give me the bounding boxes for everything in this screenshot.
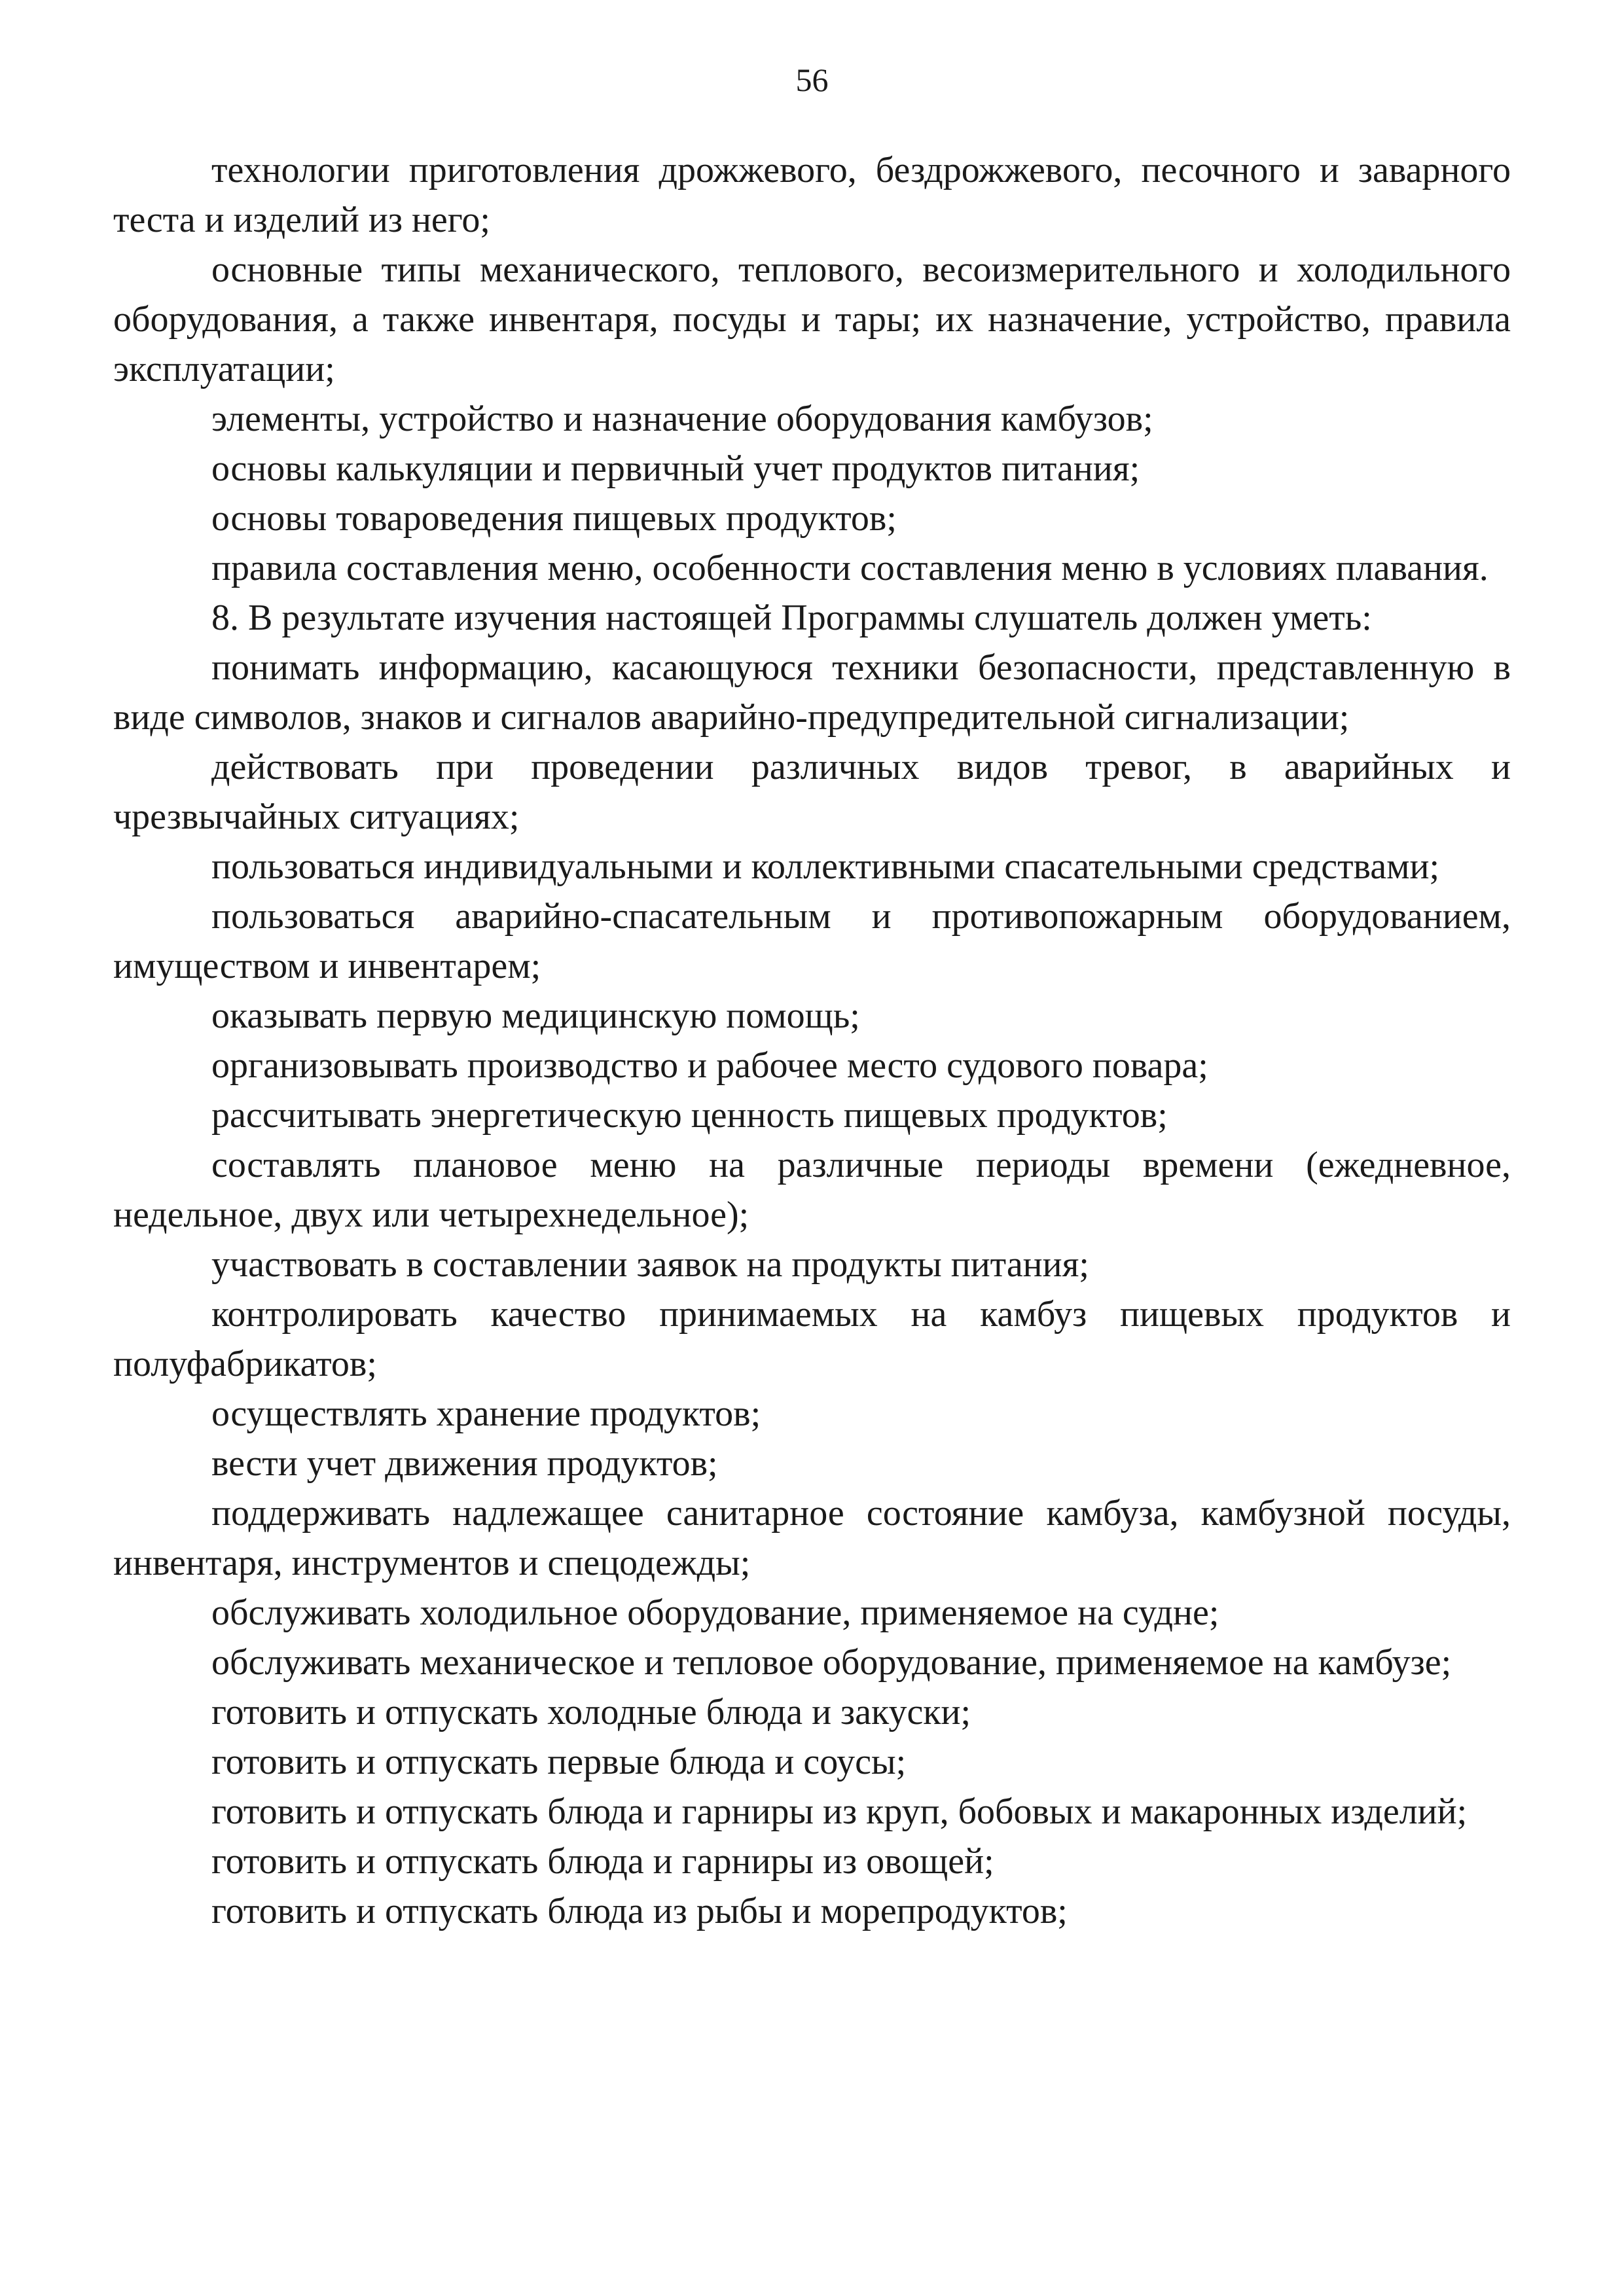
paragraph-firefighting: пользоваться аварийно-спасательным и противопожарным оборудованием, имуществом и инвентарем; [113, 896, 1511, 986]
paragraph-soups-sauces: готовить и отпускать первые блюда и соусы; [211, 1742, 907, 1782]
paragraph-grains-pasta: готовить и отпускать блюда и гарниры из круп, бобовых и макаронных изделий; [211, 1791, 1468, 1832]
paragraph-safety-symbols: понимать информацию, касающуюся техники безопасности, представленную в виде символов, знаков и сигналов аварийно-предупредительной сигнализации; [113, 647, 1511, 738]
paragraph-storage: осуществлять хранение продуктов; [211, 1393, 761, 1434]
paragraph-costing: основы калькуляции и первичный учет продуктов питания; [211, 448, 1140, 489]
paragraph-requests: участвовать в составлении заявок на продукты питания; [211, 1244, 1089, 1285]
paragraph-cold-dishes: готовить и отпускать холодные блюда и закуски; [211, 1692, 971, 1732]
paragraph-quality-control: контролировать качество принимаемых на камбуз пищевых продуктов и полуфабрикатов; [113, 1294, 1511, 1384]
paragraph-vegetables: готовить и отпускать блюда и гарниры из овощей; [211, 1841, 994, 1882]
paragraph-galley-equipment: элементы, устройство и назначение оборудования камбузов; [211, 399, 1153, 439]
paragraph-menu-rules: правила составления меню, особенности составления меню в условиях плавания. [211, 548, 1489, 588]
paragraph-workplace: организовывать производство и рабочее место судового повара; [211, 1045, 1208, 1086]
paragraph-lifesaving: пользоваться индивидуальными и коллективными спасательными средствами; [211, 846, 1440, 887]
paragraph-menu-planning: составлять плановое меню на различные периоды времени (ежедневное, недельное, двух или четырехнедельное); [113, 1145, 1511, 1235]
document-body [113, 145, 1511, 1936]
paragraph-accounting: вести учет движения продуктов; [211, 1443, 718, 1484]
paragraph-refrigeration: обслуживать холодильное оборудование, применяемое на судне; [211, 1592, 1219, 1633]
paragraph-section-8-heading: 8. В результате изучения настоящей Программы слушатель должен уметь: [211, 598, 1372, 638]
page-number: 56 [795, 62, 829, 98]
paragraph-alarms: действовать при проведении различных видов тревог, в аварийных и чрезвычайных ситуациях; [113, 747, 1511, 837]
paragraph-energy-value: рассчитывать энергетическую ценность пищевых продуктов; [211, 1095, 1168, 1136]
paragraph-fish-seafood: готовить и отпускать блюда из рыбы и морепродуктов; [211, 1891, 1068, 1931]
paragraph-mechanical-equipment: обслуживать механическое и тепловое оборудование, применяемое на камбузе; [211, 1642, 1452, 1683]
paragraph-dough-technology: технологии приготовления дрожжевого, бездрожжевого, песочного и заварного теста и изделий из него; [113, 150, 1511, 240]
paragraph-first-aid: оказывать первую медицинскую помощь; [211, 996, 860, 1036]
paragraph-sanitation: поддерживать надлежащее санитарное состояние камбуза, камбузной посуды, инвентаря, инструментов и спецодежды; [113, 1493, 1511, 1583]
paragraph-equipment-types: основные типы механического, теплового, весоизмерительного и холодильного оборудования, а также инвентаря, посуды и тары; их назначение, устройство, правила эксплуатации; [113, 249, 1511, 389]
paragraph-commodity-science: основы товароведения пищевых продуктов; [211, 498, 897, 539]
